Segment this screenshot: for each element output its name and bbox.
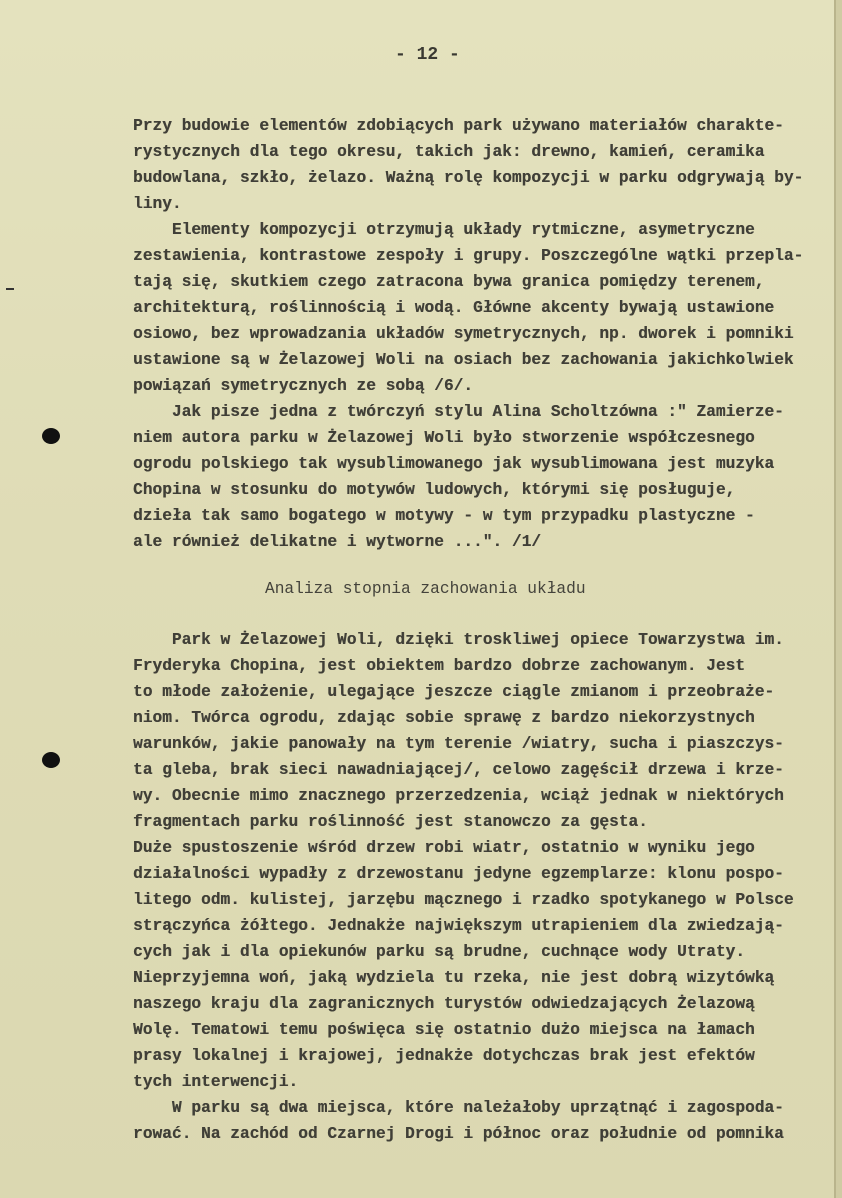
paragraph-4-line: Wolę. Tematowi temu poświęca się ostatnio dużo miejsca na łamach bbox=[133, 1021, 755, 1039]
paragraph-1-line: liny. bbox=[133, 195, 182, 213]
paragraph-2-line: ustawione są w Żelazowej Woli na osiach bez zachowania jakichkolwiek bbox=[133, 351, 794, 369]
paragraph-3-line: Chopina w stosunku do motywów ludowych, którymi się posługuje, bbox=[133, 481, 736, 499]
paragraph-5-line: W parku są dwa miejsca, które należałoby uprzątnąć i zagospoda- bbox=[133, 1099, 784, 1117]
paragraph-3-line: niem autora parku w Żelazowej Woli było stworzenie współczesnego bbox=[133, 429, 755, 447]
paragraph-4-line: tych interwencji. bbox=[133, 1073, 299, 1091]
paragraph-2-line: powiązań symetrycznych ze sobą /6/. bbox=[133, 377, 473, 395]
paragraph-1-line: rystycznych dla tego okresu, takich jak: drewno, kamień, ceramika bbox=[133, 143, 765, 161]
paragraph-4-line: prasy lokalnej i krajowej, jednakże dotychczas brak jest efektów bbox=[133, 1047, 755, 1065]
punch-hole bbox=[42, 428, 60, 444]
paragraph-4-line: litego odm. kulistej, jarzębu mącznego i rzadko spotykanego w Polsce bbox=[133, 891, 794, 909]
paragraph-4-line: ta gleba, brak sieci nawadniającej/, celowo zagęścił drzewa i krze- bbox=[133, 761, 784, 779]
section-heading: Analiza stopnia zachowania układu bbox=[265, 580, 586, 598]
page-edge bbox=[834, 0, 836, 1198]
paragraph-4-line: Nieprzyjemna woń, jaką wydziela tu rzeka, nie jest dobrą wizytówką bbox=[133, 969, 775, 987]
paragraph-5-line: rować. Na zachód od Czarnej Drogi i północ oraz południe od pomnika bbox=[133, 1125, 784, 1143]
paragraph-3-line: dzieła tak samo bogatego w motywy - w tym przypadku plastyczne - bbox=[133, 507, 755, 525]
paragraph-4-line: warunków, jakie panowały na tym terenie /wiatry, sucha i piaszczys- bbox=[133, 735, 784, 753]
paragraph-2-line: tają się, skutkiem czego zatracona bywa granica pomiędzy terenem, bbox=[133, 273, 765, 291]
page-edge-shadow bbox=[836, 0, 842, 1198]
paragraph-1-line: Przy budowie elementów zdobiących park używano materiałów charakte- bbox=[133, 117, 784, 135]
paragraph-4-line: cych jak i dla opiekunów parku są brudne, cuchnące wody Utraty. bbox=[133, 943, 745, 961]
paragraph-4-line: Park w Żelazowej Woli, dzięki troskliwej opiece Towarzystwa im. bbox=[133, 631, 784, 649]
paragraph-3-line: ogrodu polskiego tak wysublimowanego jak wysublimowana jest muzyka bbox=[133, 455, 775, 473]
paragraph-4-line: to młode założenie, ulegające jeszcze ciągle zmianom i przeobraże- bbox=[133, 683, 775, 701]
paragraph-2-line: architekturą, roślinnością i wodą. Główne akcenty bywają ustawione bbox=[133, 299, 775, 317]
paragraph-4-line: wy. Obecnie mimo znacznego przerzedzenia, wciąż jednak w niektórych bbox=[133, 787, 784, 805]
punch-hole bbox=[42, 752, 60, 768]
paragraph-4-line: niom. Twórca ogrodu, zdając sobie sprawę z bardzo niekorzystnych bbox=[133, 709, 755, 727]
paragraph-4-line: działalności wypadły z drzewostanu jedyne egzemplarze: klonu pospo- bbox=[133, 865, 784, 883]
margin-mark bbox=[6, 288, 14, 290]
paragraph-3-line: Jak pisze jedna z twórczyń stylu Alina Scholtzówna :" Zamierze- bbox=[133, 403, 784, 421]
paragraph-2-line: Elementy kompozycji otrzymują układy rytmiczne, asymetryczne bbox=[133, 221, 755, 239]
paragraph-2-line: osiowo, bez wprowadzania układów symetrycznych, np. dworek i pomniki bbox=[133, 325, 794, 343]
paragraph-3-line: ale również delikatne i wytworne ...". /1/ bbox=[133, 533, 541, 551]
page-number: - 12 - bbox=[395, 45, 460, 65]
paragraph-4-line: strączyńca żółtego. Jednakże największym utrapieniem dla zwiedzają- bbox=[133, 917, 784, 935]
paragraph-4-line: naszego kraju dla zagranicznych turystów odwiedzających Żelazową bbox=[133, 995, 755, 1013]
paragraph-1-line: budowlana, szkło, żelazo. Ważną rolę kompozycji w parku odgrywają by- bbox=[133, 169, 804, 187]
paragraph-4-line: fragmentach parku roślinność jest stanowczo za gęsta. bbox=[133, 813, 648, 831]
paragraph-2-line: zestawienia, kontrastowe zespoły i grupy. Poszczególne wątki przepla- bbox=[133, 247, 804, 265]
paragraph-4-line: Fryderyka Chopina, jest obiektem bardzo dobrze zachowanym. Jest bbox=[133, 657, 745, 675]
paragraph-4-line: Duże spustoszenie wśród drzew robi wiatr, ostatnio w wyniku jego bbox=[133, 839, 755, 857]
